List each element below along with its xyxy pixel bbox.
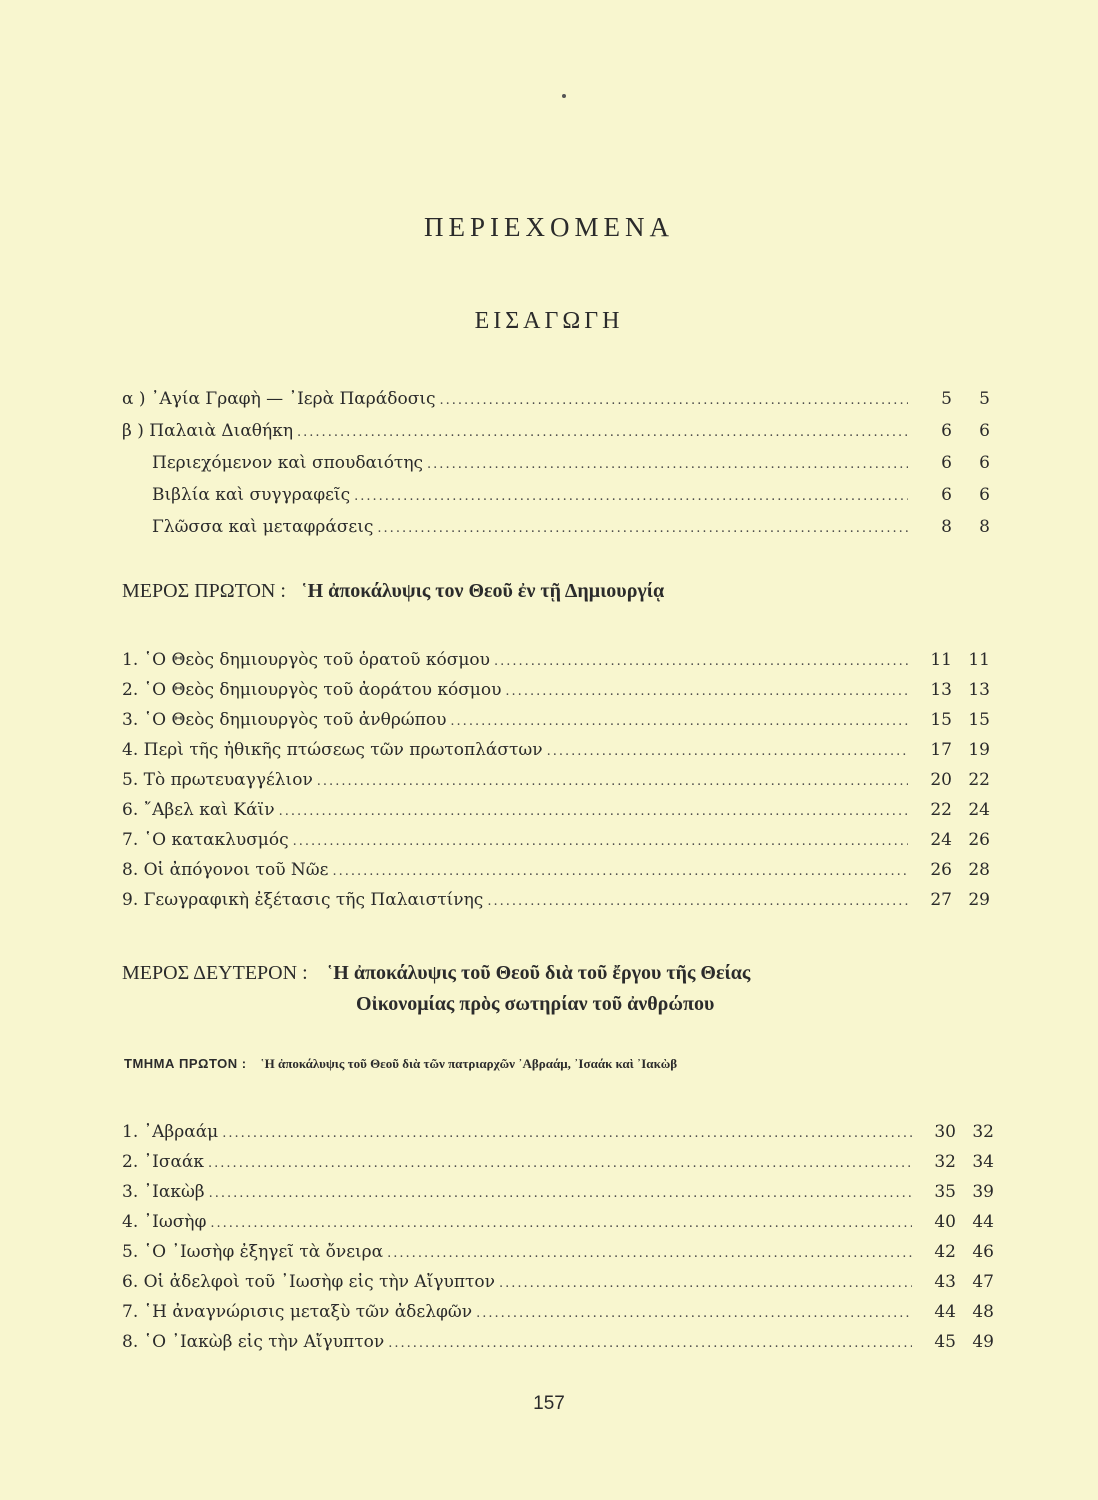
toc-page-b: 11 — [968, 650, 990, 670]
leader-dots — [210, 1209, 912, 1239]
toc-entry-label: 3. ᾽Ιακὼβ — [122, 1182, 205, 1202]
toc-entry-label: 2. ᾽Ισαάκ — [122, 1152, 205, 1172]
toc-entry-label: 3. ῾Ο Θεὸς δημιουργὸς τοῦ ἀνθρώπου — [122, 710, 447, 730]
toc-page-b: 34 — [972, 1152, 994, 1172]
toc-page-b: 44 — [972, 1212, 994, 1232]
toc-page-a: 45 — [934, 1332, 956, 1352]
toc-entry — [122, 885, 990, 915]
toc-page-a: 35 — [934, 1182, 956, 1202]
part-two-label: ΜΕΡΟΣ ΔΕΥΤΕΡΟΝ : — [122, 962, 308, 984]
toc-entry-label: 1. ᾽Αβραάμ — [122, 1122, 219, 1142]
leader-dots — [332, 857, 908, 887]
toc-page-b: 24 — [968, 800, 990, 820]
toc-entry-label: 5. ῾Ο ᾽Ιωσὴφ ἐξηγεῖ τὰ ὄνειρα — [122, 1242, 384, 1262]
toc-entry — [152, 512, 990, 542]
toc-page-b: 5 — [979, 389, 990, 409]
toc-entry-label: 8. Οἱ ἀπόγονοι τοῦ Νῶε — [122, 860, 329, 880]
leader-dots — [297, 418, 908, 448]
introduction-heading: ΕΙΣΑΓΩΓΗ — [474, 308, 624, 334]
toc-page-a: 40 — [934, 1212, 956, 1232]
toc-page-a: 15 — [930, 710, 952, 730]
toc-page-a: 32 — [934, 1152, 956, 1172]
toc-entry-label: 8. ῾Ο ᾽Ιακὼβ εἰς τὴν Αἴγυπτον — [122, 1332, 385, 1352]
leader-dots — [476, 1299, 912, 1329]
toc-page-b: 28 — [968, 860, 990, 880]
toc-page-b: 29 — [968, 890, 990, 910]
toc-page-a: 30 — [934, 1122, 956, 1142]
toc-page-b: 8 — [979, 517, 990, 537]
part-two-heading — [122, 962, 750, 985]
toc-page-b: 6 — [979, 453, 990, 473]
part-two-title-line1: ῾Η ἀποκάλυψις τοῦ Θεοῦ διὰ τοῦ ἔργου τῆς Θείας — [326, 962, 751, 984]
section-heading — [124, 1056, 677, 1072]
toc-entry-label: Γλῶσσα καὶ μεταφράσεις — [152, 517, 374, 537]
section-label: ΤΜΗΜΑ ΠΡΩΤΟΝ : — [124, 1056, 247, 1071]
toc-page-a: 42 — [934, 1242, 956, 1262]
toc-entry — [122, 1207, 994, 1237]
toc-page-a: 6 — [941, 485, 952, 505]
toc-entry-label: 7. ῾Η ἀναγνώρισις μεταξὺ τῶν ἀδελφῶν — [122, 1302, 473, 1322]
leader-dots — [317, 767, 908, 797]
toc-page-b: 22 — [968, 770, 990, 790]
toc-page-a: 20 — [930, 770, 952, 790]
leader-dots — [208, 1149, 912, 1179]
toc-entry — [122, 855, 990, 885]
toc-page-a: 22 — [930, 800, 952, 820]
toc-entry-label: 9. Γεωγραφικὴ ἐξέτασις τῆς Παλαιστίνης — [122, 890, 484, 910]
toc-page-b: 19 — [968, 740, 990, 760]
toc-entry — [122, 1297, 994, 1327]
toc-entry — [122, 1237, 994, 1267]
toc-entry-label: 4. Περὶ τῆς ἠθικῆς πτώσεως τῶν πρωτοπλάστων — [122, 740, 543, 760]
toc-entry — [122, 1147, 994, 1177]
toc-page-b: 46 — [972, 1242, 994, 1262]
toc-entry — [122, 765, 990, 795]
toc-entry — [122, 795, 990, 825]
toc-page-a: 6 — [941, 453, 952, 473]
toc-page-b: 48 — [972, 1302, 994, 1322]
toc-page-a: 27 — [930, 890, 952, 910]
leader-dots — [499, 1269, 912, 1299]
page-title: ΠΕΡΙΕΧΟΜΕΝΑ — [424, 212, 674, 242]
toc-page-a: 24 — [930, 830, 952, 850]
toc-entry — [122, 1327, 994, 1357]
toc-page-a: 17 — [930, 740, 952, 760]
toc-entry-label: 4. ᾽Ιωσὴφ — [122, 1212, 207, 1232]
part-two-heading-cont — [356, 993, 714, 1016]
leader-dots — [222, 1119, 912, 1149]
toc-page-a: 43 — [934, 1272, 956, 1292]
toc-page-b: 26 — [968, 830, 990, 850]
toc-entry — [122, 825, 990, 855]
toc-entry-label: 7. ῾Ο κατακλυσμός — [122, 830, 289, 850]
leader-dots — [427, 450, 908, 480]
toc-entry — [152, 480, 990, 510]
toc-page-a: 5 — [941, 389, 952, 409]
toc-page-a: 26 — [930, 860, 952, 880]
toc-entry — [122, 1117, 994, 1147]
toc-entry-label: 5. Τὸ πρωτευαγγέλιον — [122, 770, 313, 790]
leader-dots — [377, 514, 908, 544]
section-title: ῾Η ἀποκάλυψις τοῦ Θεοῦ διὰ τῶν πατριαρχῶν ᾽Αβραάμ, ᾽Ισαάκ καὶ ᾽Ιακὼβ — [260, 1056, 678, 1071]
toc-entry — [122, 645, 990, 675]
toc-page-b: 6 — [979, 485, 990, 505]
toc-page-a: 6 — [941, 421, 952, 441]
toc-entry-label: Περιεχόμενον καὶ σπουδαιότης — [152, 453, 424, 473]
toc-page-b: 39 — [972, 1182, 994, 1202]
toc-entry-label: 1. ῾Ο Θεὸς δημιουργὸς τοῦ ὁρατοῦ κόσμου — [122, 650, 490, 670]
leader-dots — [388, 1329, 912, 1359]
toc-page-a: 13 — [930, 680, 952, 700]
toc-page-b: 15 — [968, 710, 990, 730]
toc-page-a: 11 — [930, 650, 952, 670]
toc-entry — [122, 384, 990, 414]
leader-dots — [293, 827, 908, 857]
toc-entry-label: Βιβλία καὶ συγγραφεῖς — [152, 485, 351, 505]
toc-entry-label: 6. ῎Αβελ καὶ Κάϊν — [122, 800, 275, 820]
part-two-title-line2: Οἰκονομίας πρὸς σωτηρίαν τοῦ ἀνθρώπου — [356, 993, 715, 1015]
toc-entry — [122, 735, 990, 765]
toc-page-b: 32 — [972, 1122, 994, 1142]
leader-dots — [387, 1239, 912, 1269]
part-one-label: ΜΕΡΟΣ ΠΡΩΤΟΝ : — [122, 580, 286, 602]
toc-entry — [122, 675, 990, 705]
ink-dot — [562, 94, 566, 98]
part-one-title: ῾Η ἀποκάλυψις τον Θεοῦ ἐν τῇ Δημιουργίᾳ — [300, 580, 665, 602]
leader-dots — [279, 797, 908, 827]
toc-page-a: 44 — [934, 1302, 956, 1322]
leader-dots — [494, 647, 908, 677]
leader-dots — [505, 677, 908, 707]
toc-page-b: 47 — [972, 1272, 994, 1292]
leader-dots — [209, 1179, 912, 1209]
toc-entry-label: α ) ᾽Αγία Γραφὴ — ᾽Ιερὰ Παράδοσις — [122, 389, 436, 409]
leader-dots — [547, 737, 908, 767]
toc-page-b: 13 — [968, 680, 990, 700]
leader-dots — [450, 707, 908, 737]
part-one-heading — [122, 580, 664, 603]
toc-entry — [152, 448, 990, 478]
toc-entry — [122, 705, 990, 735]
toc-page-b: 6 — [979, 421, 990, 441]
toc-page-b: 49 — [972, 1332, 994, 1352]
toc-entry — [122, 1267, 994, 1297]
page-number: 157 — [533, 1393, 565, 1414]
leader-dots — [440, 386, 908, 416]
toc-entry-label: 6. Οἱ ἀδελφοὶ τοῦ ᾽Ιωσὴφ εἰς τὴν Αἴγυπτον — [122, 1272, 495, 1292]
toc-page-a: 8 — [941, 517, 952, 537]
toc-entry-label: β ) Παλαιὰ Διαθήκη — [122, 421, 294, 441]
toc-entry-label: 2. ῾Ο Θεὸς δημιουργὸς τοῦ ἀοράτου κόσμου — [122, 680, 502, 700]
leader-dots — [354, 482, 908, 512]
toc-entry — [122, 416, 990, 446]
toc-entry — [122, 1177, 994, 1207]
leader-dots — [487, 887, 908, 917]
